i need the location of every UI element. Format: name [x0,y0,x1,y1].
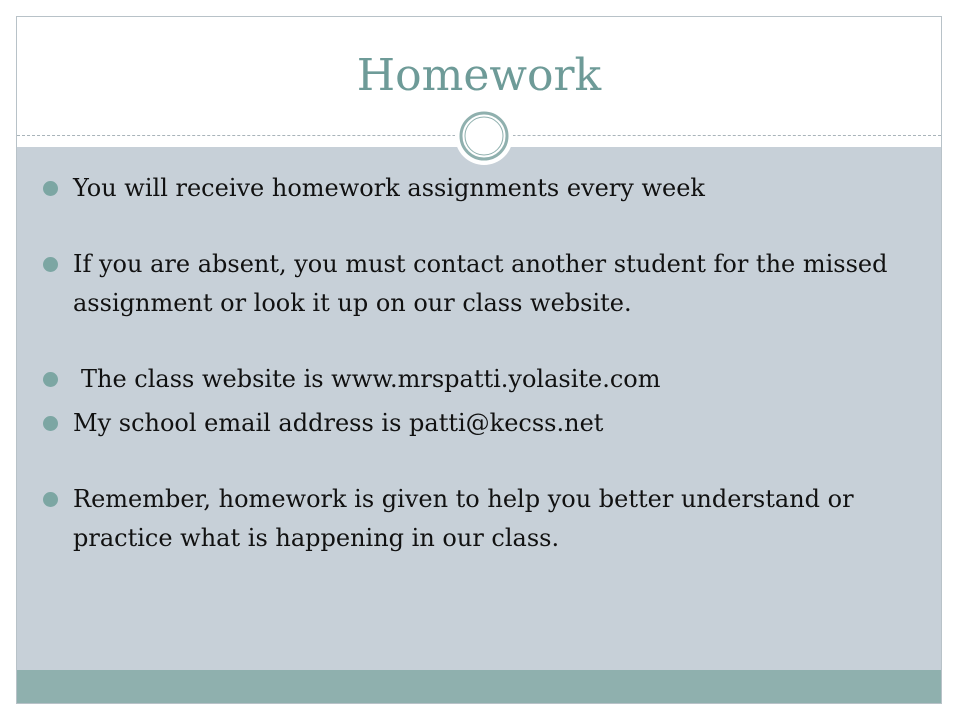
bullet-dot-icon [43,416,58,431]
bullet-dot-icon [43,372,58,387]
bullet-dot-icon [43,181,58,196]
bullet-dot-icon [43,492,58,507]
bullet-item [43,360,923,399]
bullet-item [43,480,923,558]
circle-ornament-icon [453,105,515,167]
bullet-text: Remember, homework is given to help you better understand or practice what is happening in our class. [73,485,854,552]
bullet-list [43,169,923,558]
slide-title: Homework [356,50,602,101]
footer-band [17,670,941,703]
bullet-text: My school email address is patti@kecss.net [73,409,604,437]
bullet-item [43,245,923,323]
bullet-dot-icon [43,257,58,272]
bullet-text: If you are absent, you must contact another student for the missed assignment or look it up on our class website. [73,250,888,317]
bullet-item [43,404,923,443]
bullet-item [43,169,923,208]
bullet-text: The class website is www.mrspatti.yolasite.com [81,365,661,393]
bullet-text: You will receive homework assignments every week [73,174,705,202]
slide-frame [16,16,942,704]
